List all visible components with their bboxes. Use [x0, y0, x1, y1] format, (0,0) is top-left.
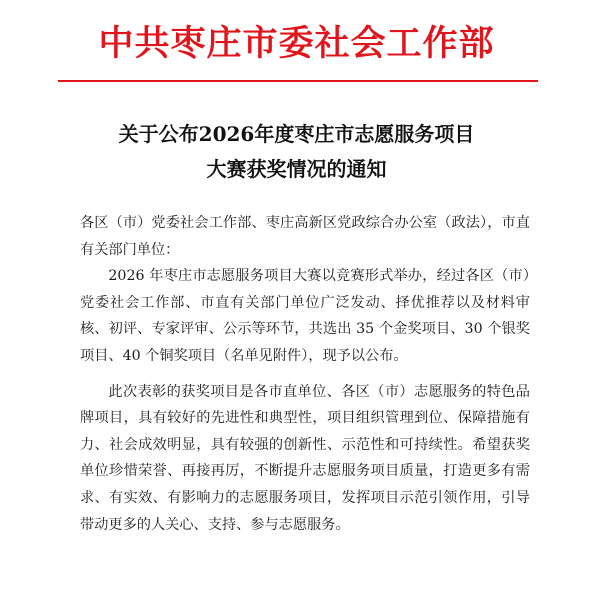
document-title-line-1: 关于公布2026年度枣庄市志愿服务项目	[118, 122, 475, 146]
issuing-organization-header: 中共枣庄市委社会工作部	[98, 23, 495, 64]
salutation: 各区（市）党委社会工作部、枣庄高新区党政综合办公室（政法），市直有关部门单位：	[80, 215, 530, 258]
body-paragraph-2: 此次表彰的获奖项目是各市直单位、各区（市）志愿服务的特色品牌项目，具有较好的先进性和典型性，项目组织管理到位、保障措施有力、社会成效明显，具有较强的创新性、示范性和可持续性。希望获奖单位珍惜荣誉、再接再厉，不断提升志愿服务项目质量，打造更多有需求、有实效、有影响力的志愿服务项目，发挥项目示范引领作用，引导带动更多的人关心、支持、参与志愿服务。	[80, 383, 530, 533]
body-paragraph-1: 2026 年枣庄市志愿服务项目大赛以竞赛形式举办，经过各区（市）党委社会工作部、市直有关部门单位广泛发动、择优推荐以及材料审核、初评、专家评审、公示等环节，共选出 35 个金奖项目、30 个银奖项目、40 个铜奖项目（名单见附件），现予以公布。	[80, 268, 530, 364]
document-body	[80, 210, 530, 547]
red-divider-line	[58, 80, 538, 82]
document-title-line-2: 大赛获奖情况的通知	[206, 157, 387, 181]
document-title	[0, 117, 593, 187]
